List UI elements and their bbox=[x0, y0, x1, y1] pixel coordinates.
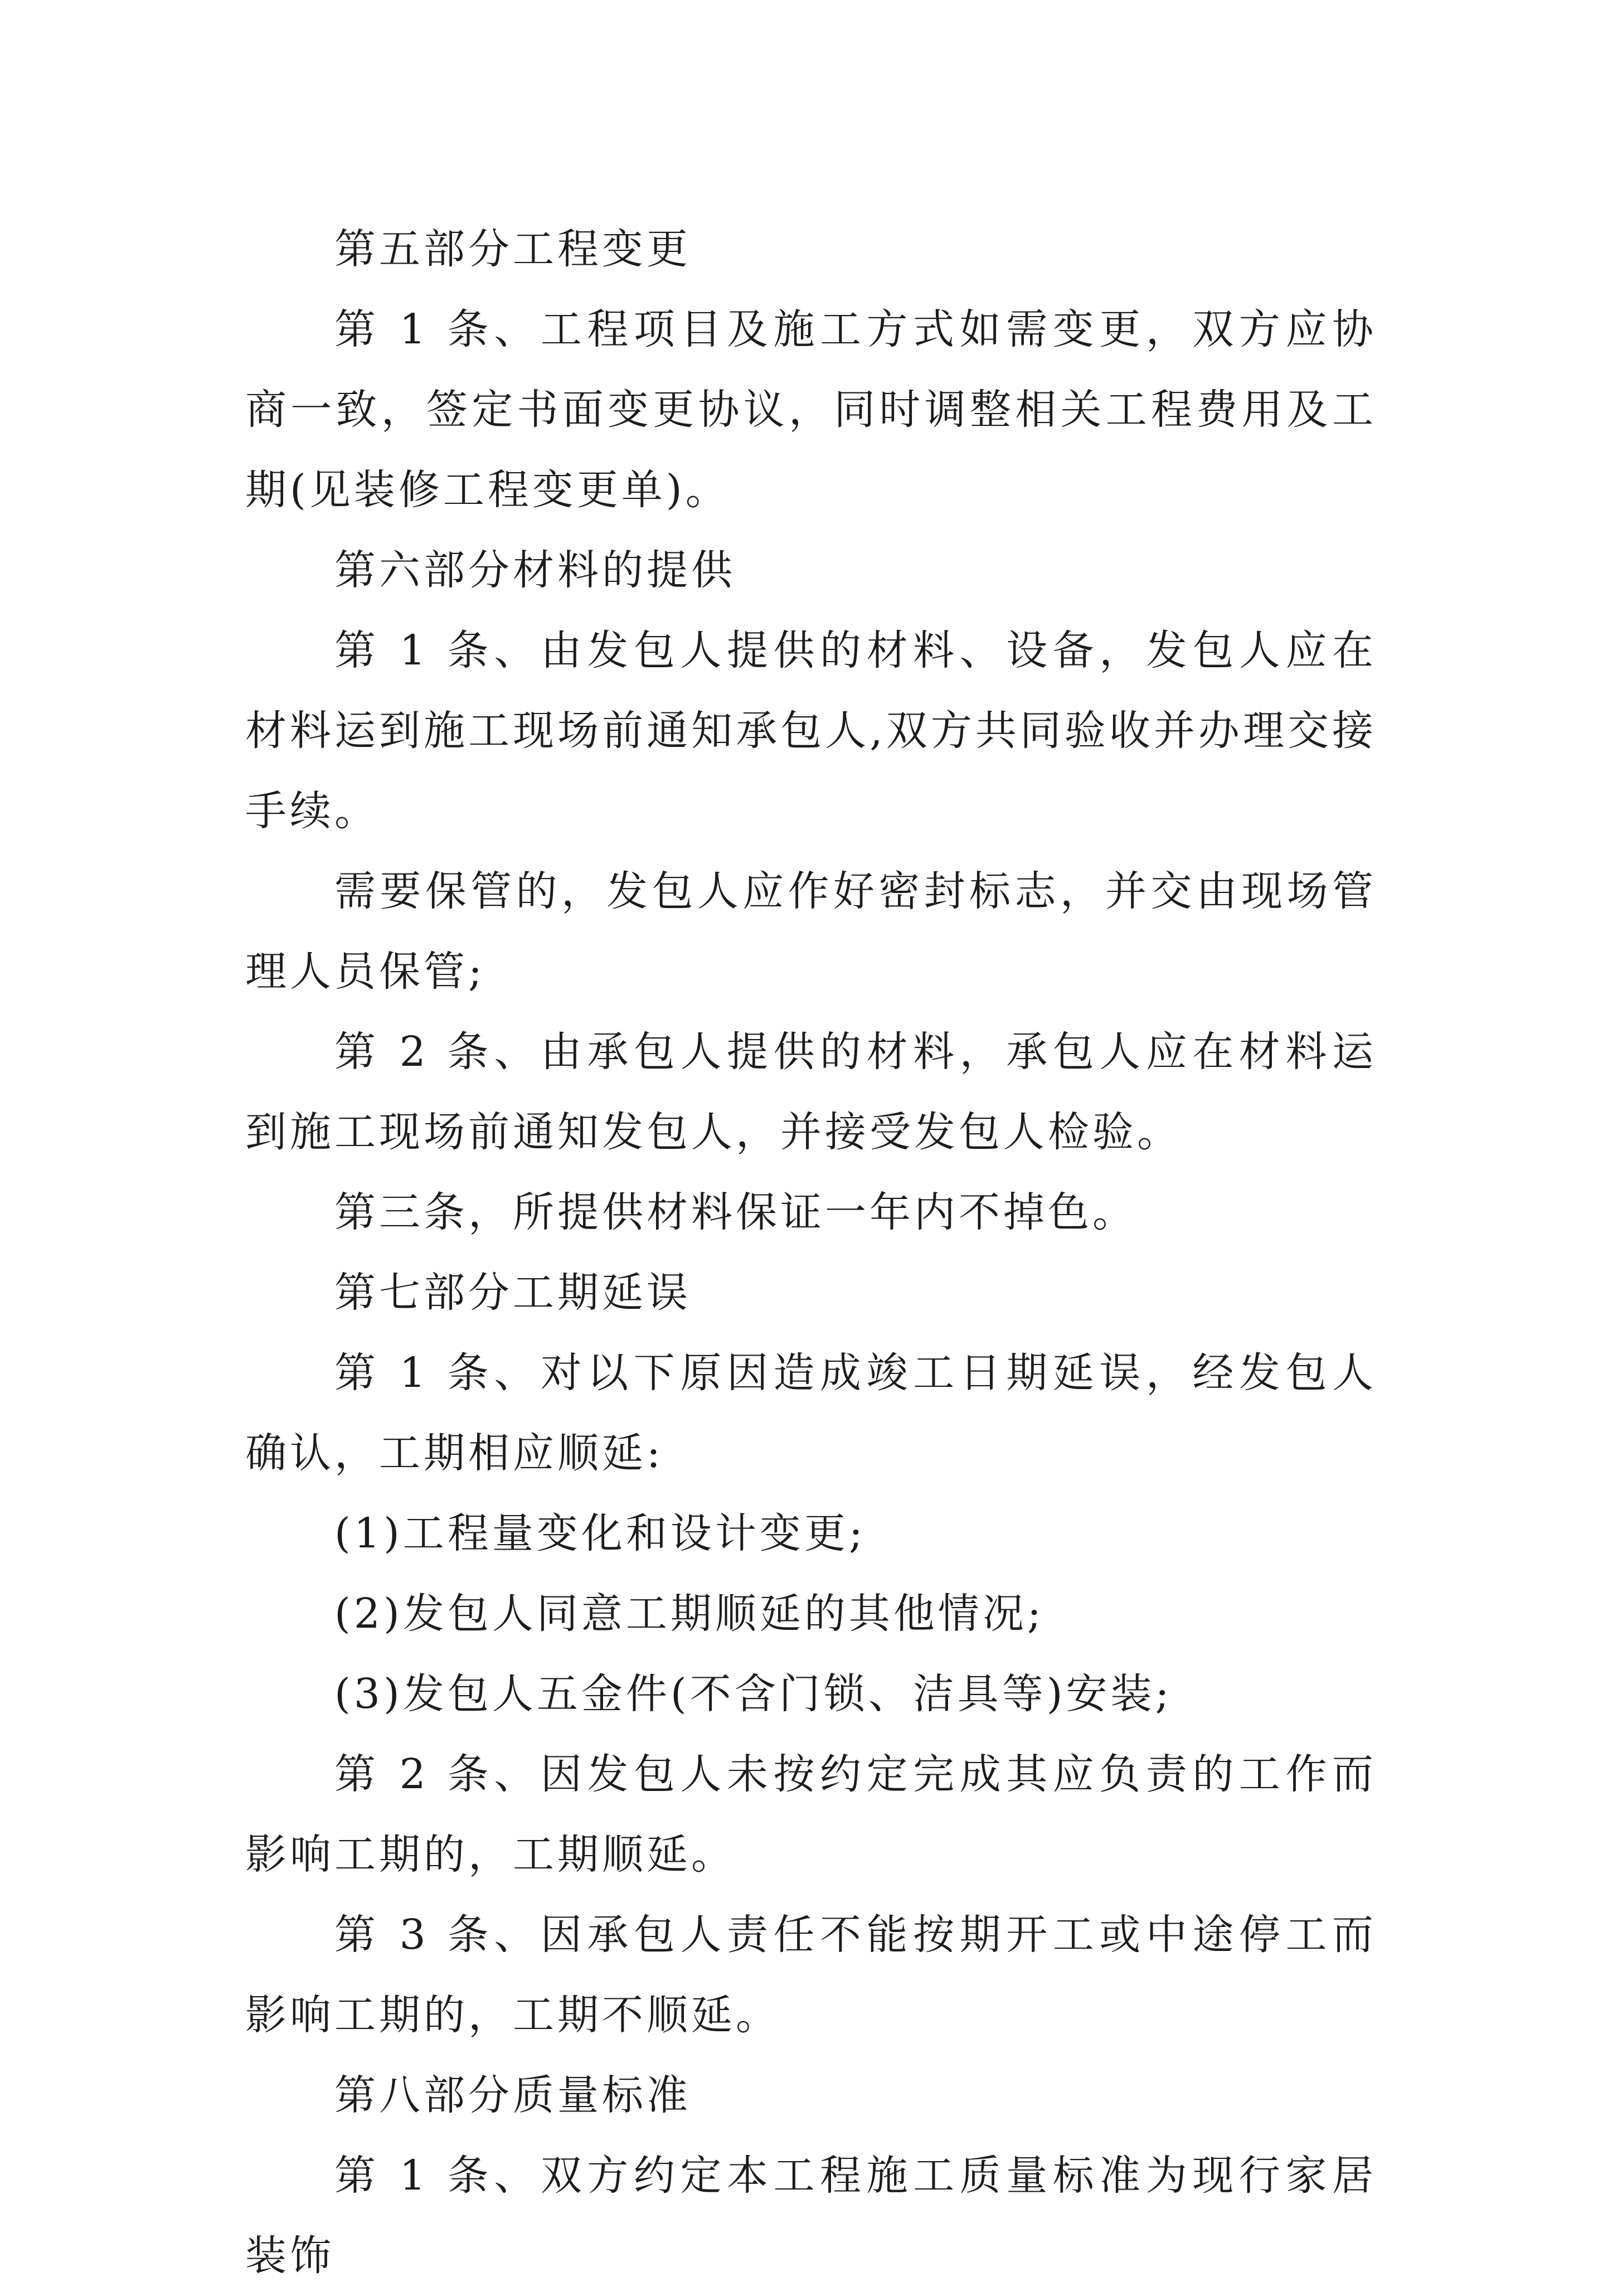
paragraph-7-2: 第 2 条、因发包人未按约定完成其应负责的工作而影响工期的，工期顺延。 bbox=[245, 1750, 1377, 1878]
paragraph-6-1-continued: 需要保管的，发包人应作好密封标志，并交由现场管理人员保管; bbox=[245, 867, 1377, 996]
section-heading-7: 第七部分工期延误 bbox=[334, 1269, 691, 1317]
paragraph-6-3: 第三条，所提供材料保证一年内不掉色。 bbox=[334, 1188, 1137, 1236]
section-heading-5: 第五部分工程变更 bbox=[334, 225, 691, 273]
paragraph-7-3: 第 3 条、因承包人责任不能按期开工或中途停工而影响工期的，工期不顺延。 bbox=[245, 1911, 1377, 2039]
paragraph-5-1: 第 1 条、工程项目及施工方式如需变更，双方应协商一致，签定书面变更协议，同时调整相关工程费用及工期(见装修工程变更单)。 bbox=[245, 305, 1377, 514]
paragraph-6-1: 第 1 条、由发包人提供的材料、设备，发包人应在材料运到施工现场前通知承包人,双方共同验收并办理交接手续。 bbox=[245, 627, 1377, 835]
list-item-2: (2)发包人同意工期顺延的其他情况; bbox=[334, 1590, 1044, 1638]
document-body bbox=[245, 209, 1377, 2296]
list-item-3: (3)发包人五金件(不含门锁、洁具等)安装; bbox=[334, 1670, 1173, 1718]
section-heading-6: 第六部分材料的提供 bbox=[334, 546, 736, 594]
paragraph-7-1: 第 1 条、对以下原因造成竣工日期延误，经发包人确认，工期相应顺延: bbox=[245, 1349, 1377, 1477]
list-item-1: (1)工程量变化和设计变更; bbox=[334, 1509, 866, 1557]
section-heading-8: 第八部分质量标准 bbox=[334, 2071, 691, 2119]
paragraph-6-2: 第 2 条、由承包人提供的材料，承包人应在材料运到施工现场前通知发包人，并接受发包人检验。 bbox=[245, 1028, 1377, 1156]
paragraph-8-1: 第 1 条、双方约定本工程施工质量标准为现行家居装饰 bbox=[245, 2152, 1377, 2280]
